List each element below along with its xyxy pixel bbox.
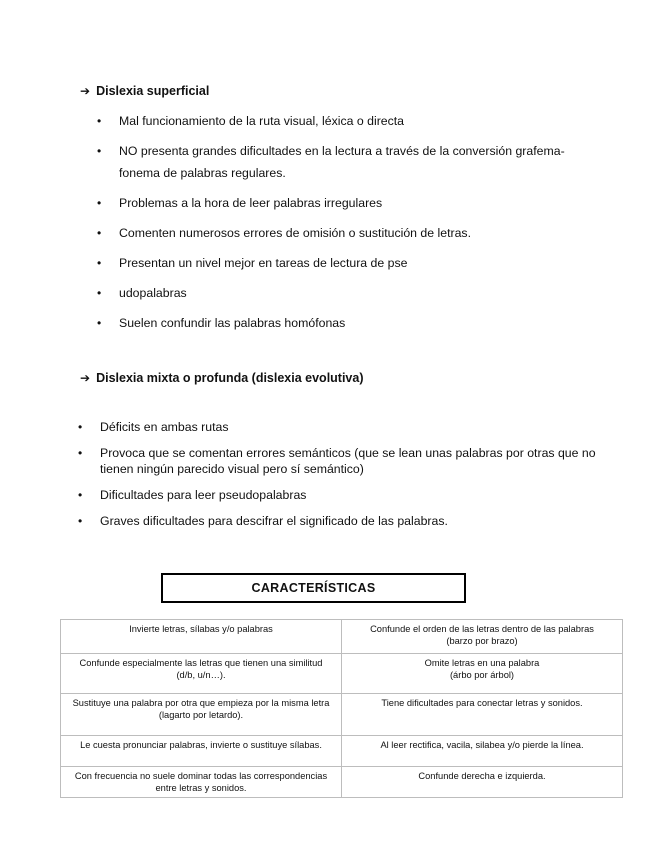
list-item-text: Dificultades para leer pseudopalabras	[100, 488, 307, 502]
table-cell: Invierte letras, sílabas y/o palabras	[61, 620, 342, 654]
list-item	[78, 445, 608, 477]
mixta-list	[78, 419, 608, 529]
table-cell: Le cuesta pronunciar palabras, invierte o sustituye sílabas.	[61, 736, 342, 767]
table-cell: Confunde el orden de las letras dentro de las palabras (barzo por brazo)	[342, 620, 623, 654]
list-item-text: Comenten numerosos errores de omisión o sustitución de letras.	[119, 226, 471, 240]
bullet-icon: •	[97, 286, 102, 300]
table-row	[61, 736, 623, 767]
list-item	[78, 487, 608, 503]
list-item	[97, 110, 597, 132]
section-heading-superficial	[80, 84, 209, 98]
list-item-text: Graves dificultades para descifrar el significado de las palabras.	[100, 514, 448, 528]
bullet-icon: •	[97, 256, 102, 270]
table-cell: Sustituye una palabra por otra que empieza por la misma letra (lagarto por letardo).	[61, 694, 342, 736]
list-item	[97, 222, 597, 244]
table-cell: Tiene dificultades para conectar letras y sonidos.	[342, 694, 623, 736]
list-item-text: udopalabras	[119, 286, 187, 300]
list-item-text: Suelen confundir las palabras homófonas	[119, 316, 346, 330]
list-item-text: Presentan un nivel mejor en tareas de lectura de pse	[119, 256, 408, 270]
bullet-icon: •	[78, 488, 83, 502]
table-row	[61, 767, 623, 798]
list-item-text: Provoca que se comentan errores semánticos (que se lean unas palabras por otras que no tienen ningún parecido visual pero sí semántico)	[100, 446, 596, 476]
list-item	[78, 513, 608, 529]
bullet-icon: •	[97, 114, 102, 128]
characteristics-table	[60, 619, 623, 798]
table-cell: Confunde derecha e izquierda.	[342, 767, 623, 798]
list-item	[97, 140, 597, 184]
list-item	[97, 312, 597, 334]
section-heading-mixta	[80, 371, 364, 385]
table-cell: Omite letras en una palabra (árbo por árbol)	[342, 654, 623, 694]
list-item	[97, 192, 597, 214]
bullet-icon: •	[78, 446, 83, 460]
table-cell: Confunde especialmente las letras que tienen una similitud (d/b, u/n…).	[61, 654, 342, 694]
list-item-text: Problemas a la hora de leer palabras irregulares	[119, 196, 383, 210]
list-item	[78, 419, 608, 435]
bullet-icon: •	[78, 514, 83, 528]
list-item	[97, 252, 597, 274]
list-item-text: Mal funcionamiento de la ruta visual, léxica o directa	[119, 114, 405, 128]
heading-text: Dislexia superficial	[96, 84, 210, 98]
table-cell: Con frecuencia no suele dominar todas las correspondencias entre letras y sonidos.	[61, 767, 342, 798]
arrow-right-icon: ➔	[80, 84, 91, 98]
superficial-list	[97, 110, 597, 334]
bullet-icon: •	[97, 196, 102, 210]
bullet-icon: •	[97, 144, 102, 158]
table-row	[61, 694, 623, 736]
bullet-icon: •	[97, 226, 102, 240]
list-item	[97, 282, 597, 304]
table-cell: Al leer rectifica, vacila, silabea y/o pierde la línea.	[342, 736, 623, 767]
table-row	[61, 654, 623, 694]
bullet-icon: •	[97, 316, 102, 330]
list-item-text: Déficits en ambas rutas	[100, 420, 229, 434]
arrow-right-icon: ➔	[80, 371, 91, 385]
bullet-icon: •	[78, 420, 83, 434]
table-title: CARACTERÍSTICAS	[161, 573, 466, 603]
heading-text: Dislexia mixta o profunda (dislexia evolutiva)	[96, 371, 364, 385]
list-item-text: NO presenta grandes dificultades en la lectura a través de la conversión grafema-fonema de palabras regulares.	[119, 144, 565, 180]
table-row	[61, 620, 623, 654]
